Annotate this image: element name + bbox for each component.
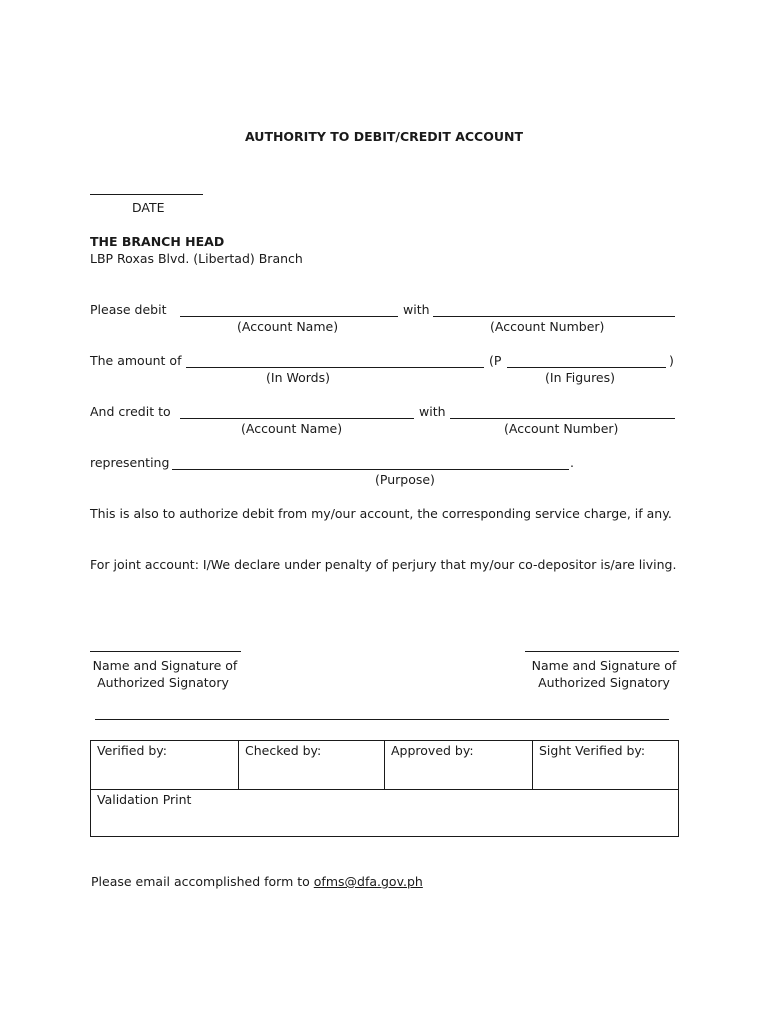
email-link[interactable]: ofms@dfa.gov.ph (313, 874, 423, 889)
debit-account-number-caption: (Account Number) (490, 319, 605, 334)
debit-label: Please debit (90, 302, 167, 317)
checked-by-cell[interactable]: Checked by: (239, 741, 385, 790)
right-signatory-label-2: Authorized Signatory (538, 675, 670, 690)
amount-figures-caption: (In Figures) (545, 370, 616, 385)
credit-account-name-line[interactable] (180, 418, 414, 419)
debit-account-name-caption: (Account Name) (237, 319, 339, 334)
amount-label: The amount of (90, 353, 182, 368)
purpose-caption: (Purpose) (375, 472, 435, 487)
debit-account-number-line[interactable] (433, 316, 675, 317)
amount-words-caption: (In Words) (266, 370, 330, 385)
amount-words-line[interactable] (186, 367, 484, 368)
purpose-line[interactable] (172, 469, 569, 470)
left-signatory-label-2: Authorized Signatory (97, 675, 229, 690)
date-label: DATE (132, 200, 165, 215)
sight-verified-by-cell[interactable]: Sight Verified by: (533, 741, 679, 790)
credit-account-name-caption: (Account Name) (241, 421, 343, 436)
date-line[interactable] (90, 194, 203, 195)
verified-by-cell[interactable]: Verified by: (91, 741, 239, 790)
amount-figures-line[interactable] (507, 367, 666, 368)
credit-account-number-caption: (Account Number) (504, 421, 619, 436)
right-signature-line[interactable] (525, 651, 679, 652)
approved-by-cell[interactable]: Approved by: (385, 741, 533, 790)
verification-table (90, 740, 679, 837)
debit-account-name-line[interactable] (180, 316, 398, 317)
debit-with-label: with (403, 302, 430, 317)
credit-account-number-line[interactable] (450, 418, 675, 419)
representing-label: representing (90, 455, 170, 470)
joint-account-statement: For joint account: I/We declare under penalty of perjury that my/our co-depositor is/are living. (90, 557, 677, 572)
left-signatory-label-1: Name and Signature of (92, 658, 238, 673)
credit-label: And credit to (90, 404, 171, 419)
credit-with-label: with (419, 404, 446, 419)
validation-print-cell[interactable]: Validation Print (91, 790, 679, 837)
amount-peso-open: (P (489, 353, 502, 368)
separator-line (95, 719, 669, 720)
footer-instruction (91, 874, 423, 889)
form-title: AUTHORITY TO DEBIT/CREDIT ACCOUNT (245, 129, 523, 144)
representing-end: . (570, 455, 574, 470)
authorize-statement: This is also to authorize debit from my/our account, the corresponding service charge, if any. (90, 506, 672, 521)
amount-peso-close: ) (669, 353, 674, 368)
footer-text: Please email accomplished form to (91, 874, 310, 889)
right-signatory-label-1: Name and Signature of (531, 658, 677, 673)
addressee-branch: LBP Roxas Blvd. (Libertad) Branch (90, 251, 303, 266)
addressee-name: THE BRANCH HEAD (90, 234, 225, 249)
left-signature-line[interactable] (90, 651, 241, 652)
